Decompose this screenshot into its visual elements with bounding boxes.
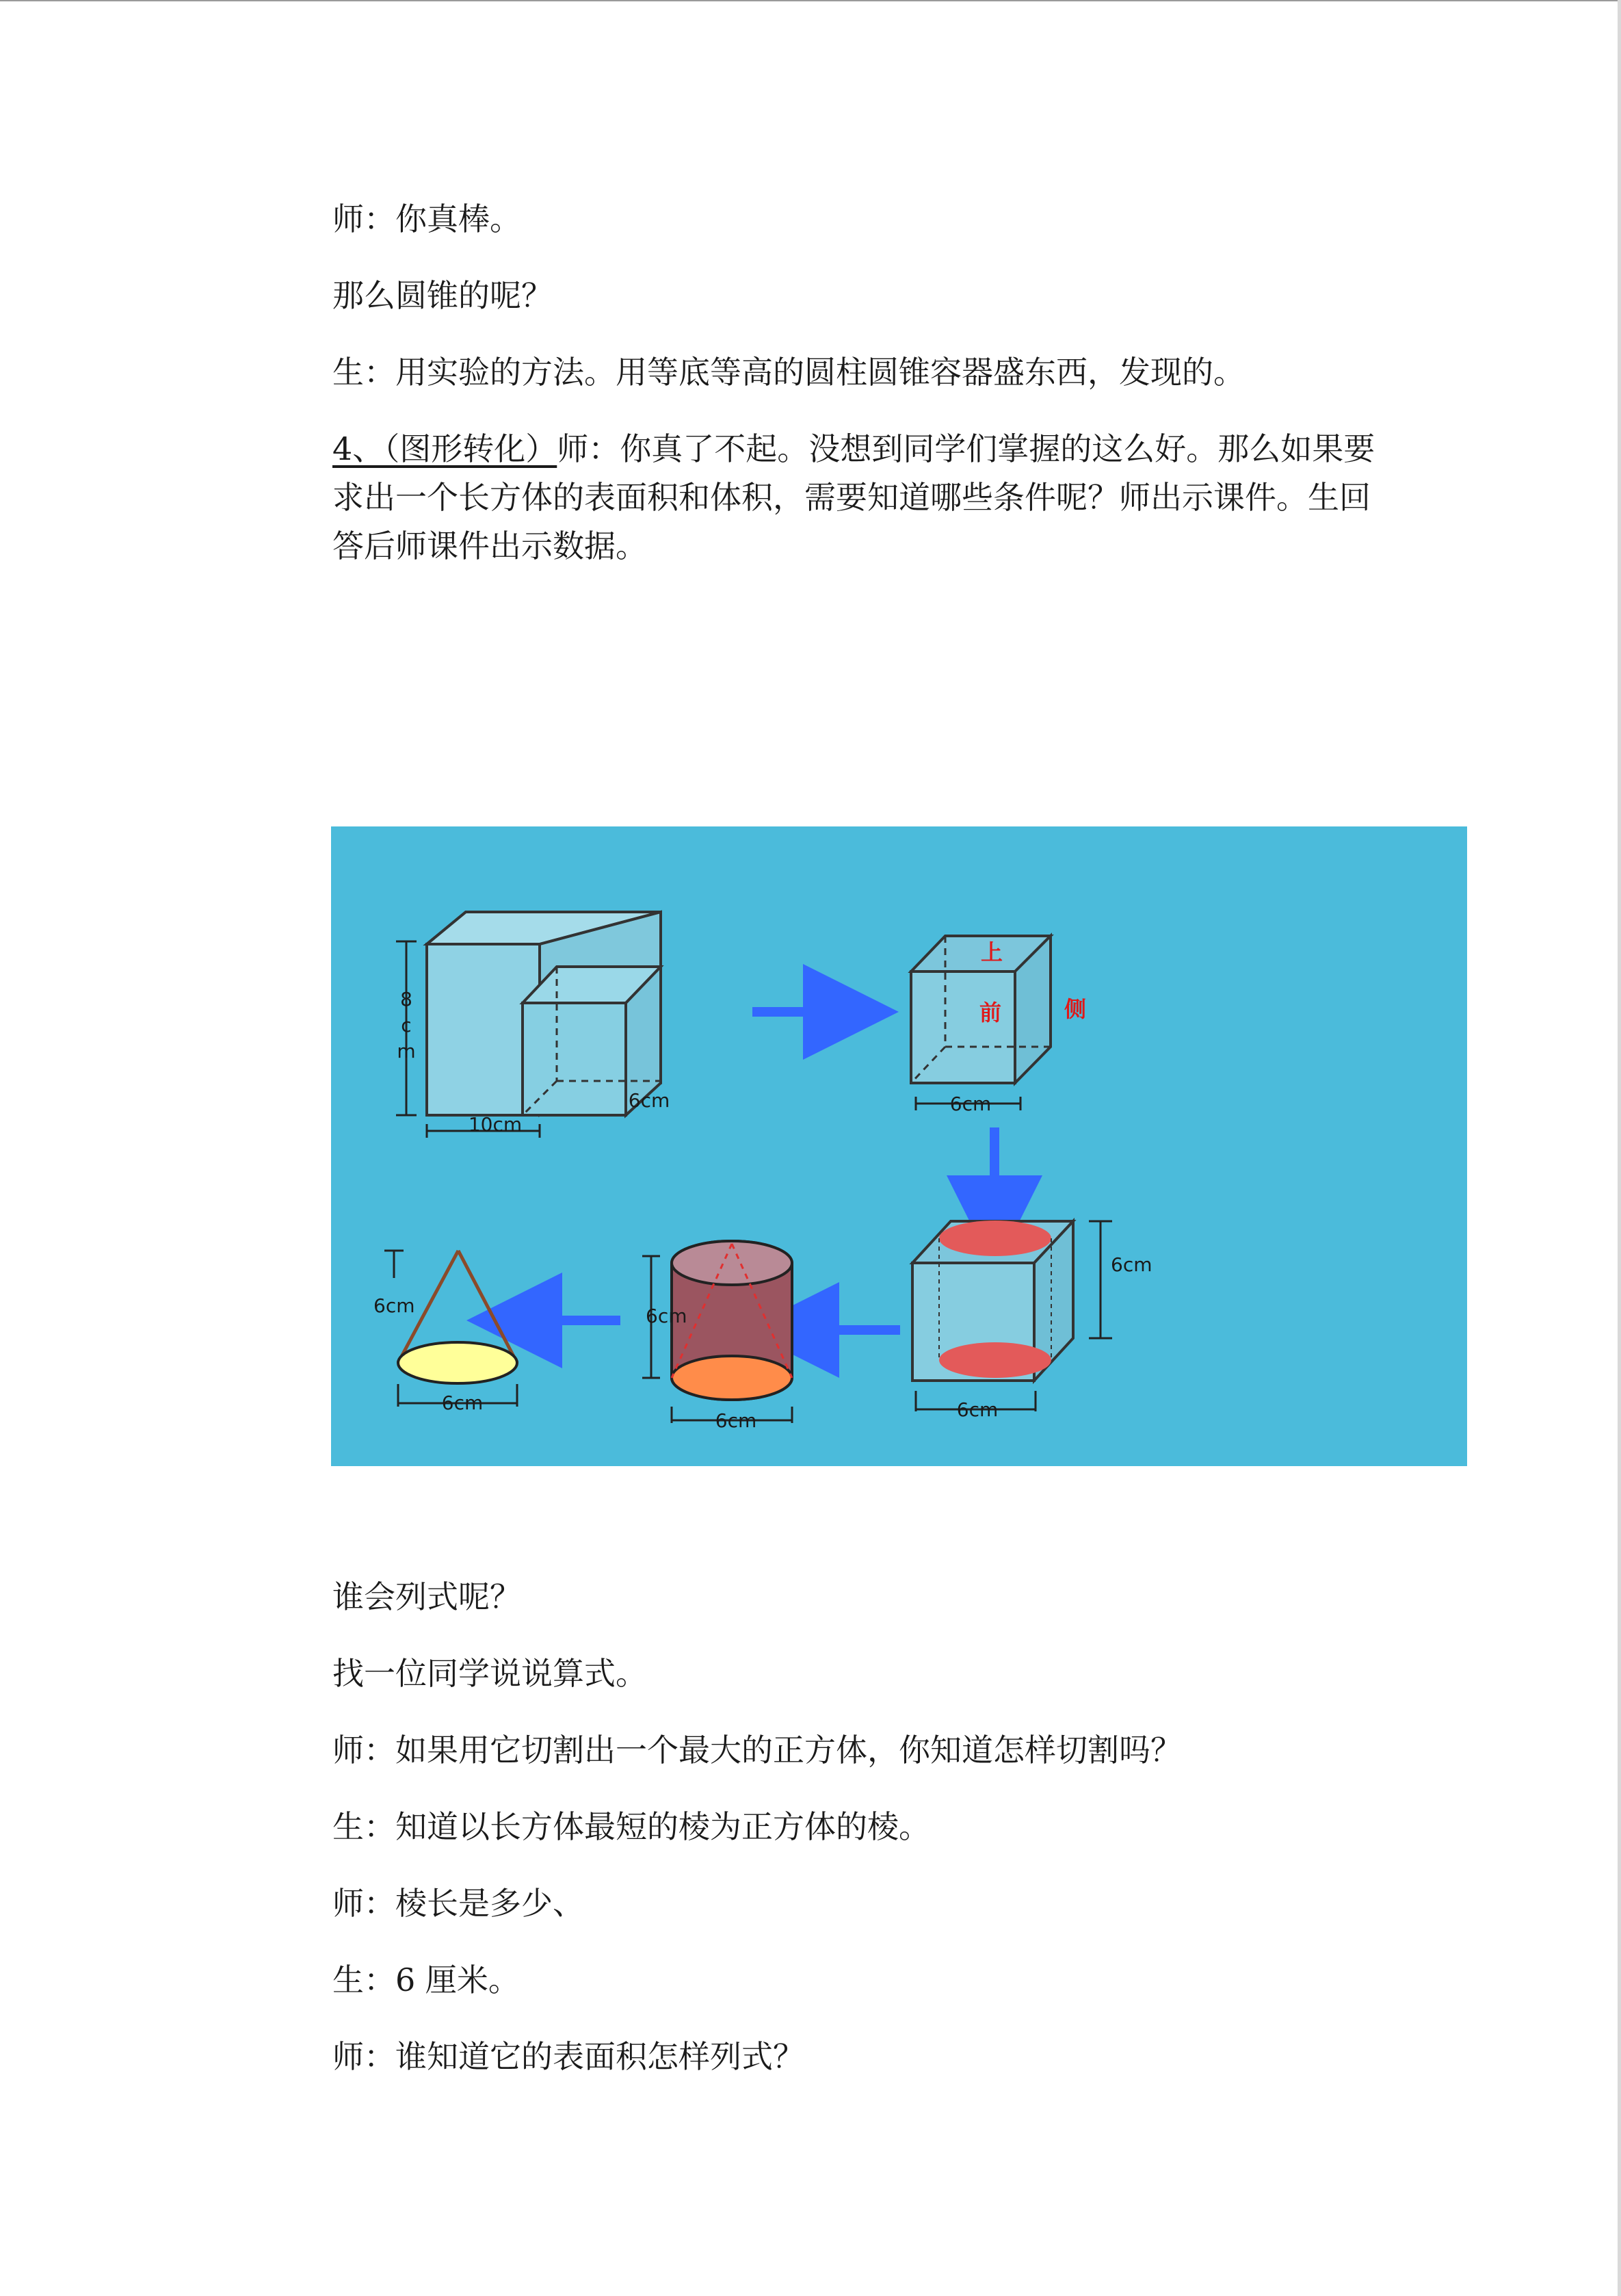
cone-diameter-label: 6cm — [441, 1392, 484, 1414]
paragraph-4-line-1 — [332, 424, 1454, 473]
paragraph-7: 师：如果用它切割出一个最大的正方体，你知道怎样切割吗？ — [332, 1732, 1182, 1769]
paragraph-3: 生：用实验的方法。用等底等高的圆柱圆锥容器盛东西，发现的。 — [332, 354, 1245, 391]
page-right-border — [1618, 0, 1621, 2296]
cone-height-label: 6cm — [373, 1294, 415, 1317]
geometry-figure — [331, 826, 1467, 1466]
cylinder-height-label: 6cm — [646, 1305, 687, 1327]
cube-cylinder-height-label: 6cm — [1111, 1253, 1152, 1276]
cuboid-height-label-2: c — [401, 1014, 412, 1036]
cube-front-label: 前 — [979, 1000, 1002, 1026]
paragraph-4-line-2: 求出一个长方体的表面积和体积，需要知道哪些条件呢？师出示课件。生回 — [332, 479, 1371, 516]
paragraph-8: 生：知道以长方体最短的棱为正方体的棱。 — [332, 1808, 930, 1845]
cylinder-shape — [642, 1241, 792, 1423]
cone-shape — [384, 1251, 517, 1407]
paragraph-5: 谁会列式呢？ — [332, 1578, 521, 1615]
paragraph-1: 师：你真棒。 — [332, 200, 521, 237]
paragraph-10: 生：6 厘米。 — [332, 1961, 520, 1998]
cube-side-label: 侧 — [1064, 996, 1087, 1022]
paragraph-6: 找一位同学说说算式。 — [332, 1655, 647, 1692]
cube-edge-label: 6cm — [949, 1093, 992, 1115]
cuboid-height-label-3: m — [397, 1040, 416, 1062]
paragraph-4-line-1-text: 师：你真了不起。没想到同学们掌握的这么好。那么如果要 — [557, 430, 1375, 467]
geometry-diagram — [331, 826, 1467, 1466]
paragraph-2: 那么圆锥的呢？ — [332, 277, 553, 314]
cuboid-length-label: 10cm — [468, 1113, 523, 1136]
cuboid-width-label: 6cm — [628, 1089, 670, 1112]
paragraph-11: 师：谁知道它的表面积怎样列式？ — [332, 2038, 804, 2075]
cube-top-label: 上 — [980, 939, 1003, 965]
cylinder-diameter-label: 6cm — [715, 1409, 757, 1432]
paragraph-9: 师：棱长是多少、 — [332, 1885, 584, 1922]
section-heading: 4、（图形转化） — [332, 430, 557, 467]
cube-cylinder-edge-label: 6cm — [956, 1398, 999, 1421]
cube-cylinder-shape — [912, 1221, 1112, 1411]
cuboid-height-label-1: 8 — [400, 988, 412, 1010]
paragraph-4-line-3: 答后师课件出示数据。 — [332, 527, 647, 564]
page-top-border — [0, 0, 1621, 1]
